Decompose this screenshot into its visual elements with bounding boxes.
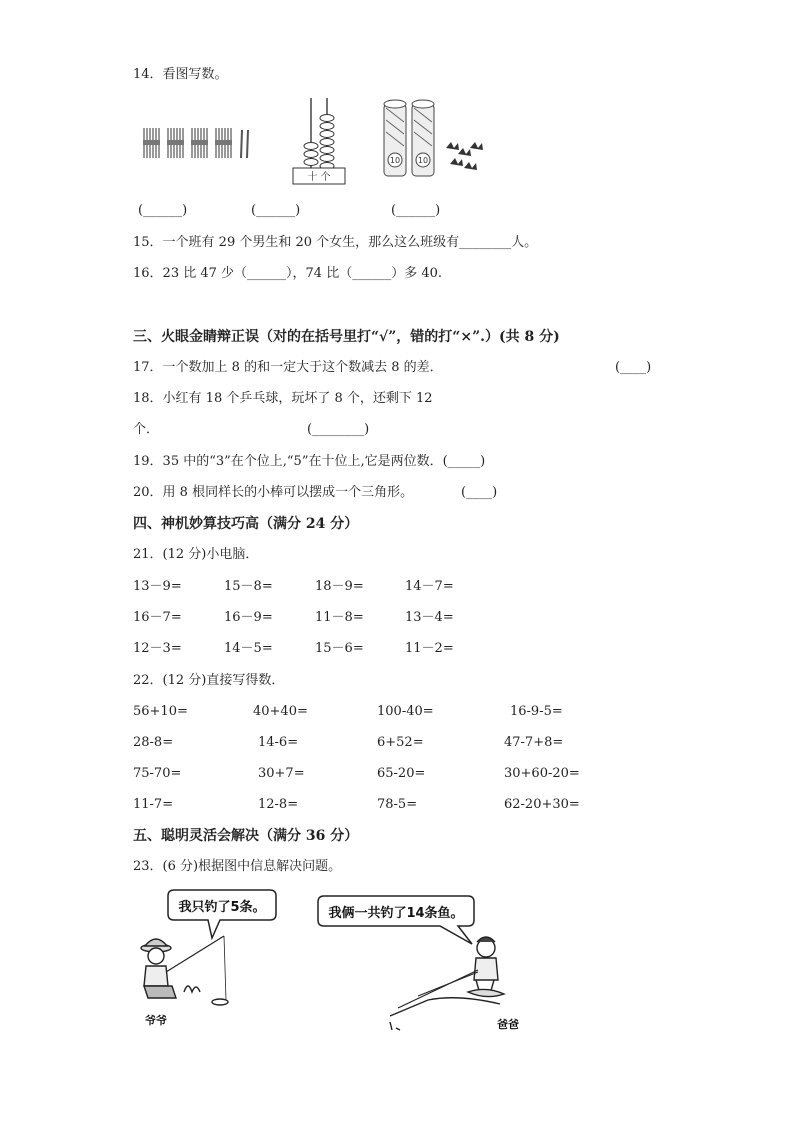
q22-cell: 30+60-20= [504,766,580,781]
q21-cell: 11－8= [315,610,364,625]
q21-cell: 14－5= [224,641,273,656]
section-4-title: 四、神机妙算技巧高（满分 24 分） [133,516,359,532]
q23-fishing-illustration [128,882,528,1042]
q14-blank-1[interactable]: (______) [138,203,188,218]
q21-cell: 15－6= [315,641,364,656]
tens-bundles-image [384,100,483,176]
bundle-label: 10 [417,156,429,165]
stick-bundles-image [143,128,248,158]
q18-text-cont: 个． [133,422,160,437]
q21-text: 21．(12 分)小电脑． [133,547,259,562]
q22-cell: 16-9-5= [510,704,563,719]
q21-cell: 18－9= [315,579,364,594]
dad-figure [390,937,504,1030]
q18-text: 18．小红有 18 个乒乓球，玩坏了 8 个，还剩下 12 [133,391,433,406]
q21-cell: 12－3= [133,641,182,656]
speech-bubble-left [168,890,276,938]
q20-text: 20．用 8 根同样长的小棒可以摆成一个三角形。 [133,485,414,500]
q17-blank[interactable]: (____) [615,360,652,375]
q19-text: 19．35 中的“3”在个位上,“5”在十位上,它是两位数．(_____) [133,454,486,469]
q21-cell: 13－9= [133,579,182,594]
q22-cell: 6+52= [377,735,424,750]
speech-text-left: 我只钓了5条。 [178,900,266,915]
bundle-label: 10 [389,156,401,165]
q22-cell: 40+40= [253,704,308,719]
speech-bubble-right [318,896,474,944]
q15-text: 15．一个班有 29 个男生和 20 个女生，那么这么班级有________人。 [133,235,538,250]
q21-cell: 13－4= [405,610,454,625]
q22-cell: 56+10= [133,704,188,719]
q21-cell: 16－7= [133,610,182,625]
q22-cell: 11-7= [133,797,174,812]
q22-cell: 30+7= [258,766,305,781]
abacus-label: 十 个 [307,172,331,183]
q16-text: 16．23 比 47 少（______），74 比（______）多 40. [133,266,443,281]
q14-blank-3[interactable]: (______) [391,203,441,218]
q22-cell: 14-6= [258,735,299,750]
q22-cell: 100-40= [377,704,434,719]
q23-text: 23．(6 分)根据图中信息解决问题。 [133,859,342,874]
q21-cell: 16－9= [224,610,273,625]
q22-cell: 62-20+30= [504,797,580,812]
label-dad: 爸爸 [497,1018,519,1031]
q22-cell: 75-70= [133,766,182,781]
q22-cell: 47-7+8= [504,735,564,750]
q14-text: 14．看图写数。 [133,67,228,82]
q22-text: 22．(12 分)直接写得数． [133,673,285,688]
grandpa-figure [141,936,228,1005]
label-grandpa: 爷爷 [145,1014,167,1027]
section-3-title: 三、火眼金睛辩正误（对的在括号里打“√”，错的打“×”.）(共 8 分) [133,329,560,345]
q21-cell: 15－8= [224,579,273,594]
q22-cell: 28-8= [133,735,174,750]
q22-cell: 65-20= [377,766,426,781]
section-5-title: 五、聪明灵活会解决（满分 36 分） [133,828,359,844]
q17-text: 17．一个数加上 8 的和一定大于这个数减去 8 的差． [133,360,443,375]
q22-cell: 12-8= [258,797,299,812]
q21-cell: 14－7= [405,579,454,594]
q22-cell: 78-5= [377,797,418,812]
q21-cell: 11－2= [405,641,454,656]
abacus-image [293,98,345,184]
q20-blank[interactable]: (____) [461,485,498,500]
q18-blank[interactable]: (________) [307,422,370,437]
q14-figures [138,96,488,188]
speech-text-right: 我俩一共钓了14条鱼。 [328,906,464,921]
q14-blank-2[interactable]: (______) [251,203,301,218]
